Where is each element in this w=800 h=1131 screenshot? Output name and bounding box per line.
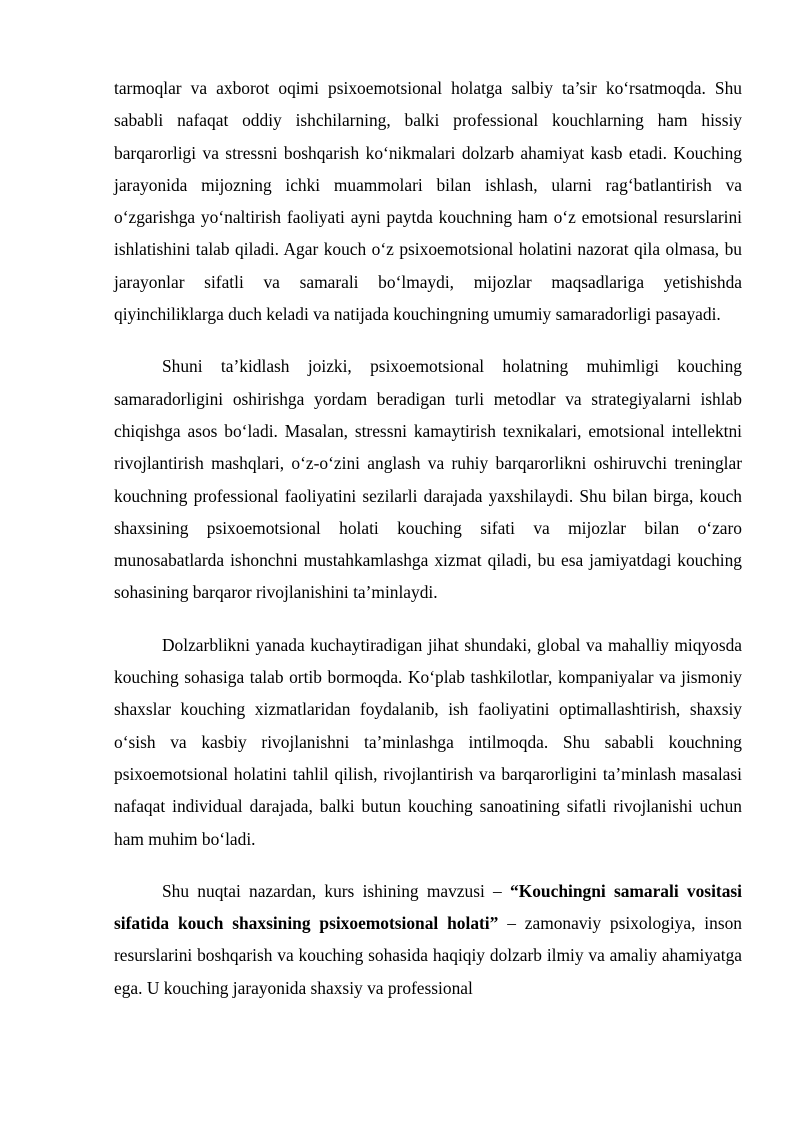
- paragraph-2: Shuni ta’kidlash joizki, psixoemotsional holatning muhimligi kouching samaradorligini oshirishga yordam beradigan turli metodlar va strategiyalarni ishlab chiqishga asos bo‘ladi. Masalan, stressni kamaytirish texnikalari, emotsional intellektni rivojlantirish mashqlari, o‘z-o‘zini anglash va ruhiy barqarorlikni oshiruvchi treninglar kouchning professional faoliyatini sezilarli darajada yaxshilaydi. Shu bilan birga, kouch shaxsining psixoemotsional holati kouching sifati va mijozlar bilan o‘zaro munosabatlarda ishonchni mustahkamlashga xizmat qiladi, bu esa jamiyatdagi kouching sohasining barqaror rivojlanishini ta’minlaydi.: [114, 356, 742, 603]
- paragraph-4-intro: Shu nuqtai nazardan, kurs ishining mavzusi –: [162, 880, 511, 901]
- paragraph-4-continuation: – zamonaviy psixologiya, inson resurslarini boshqarish va kouching sohasida haqiqiy dolzarb ilmiy va amaliy ahamiyatga ega. U kouching jarayonida shaxsiy va professional: [114, 913, 742, 998]
- paragraph-3: Dolzarblikni yanada kuchaytiradigan jihat shundaki, global va mahalliy miqyosda kouching sohasiga talab ortib bormoqda. Ko‘plab tashkilotlar, kompaniyalar va jismoniy shaxslar kouching xizmatlaridan foydalanib, ish faoliyatini optimallashtirish, shaxsiy o‘sish va kasbiy rivojlanishni ta’minlashga intilmoqda. Shu sababli kouchning psixoemotsional holatini tahlil qilish, rivojlantirish va barqarorligini ta’minlash masalasi nafaqat individual darajada, balki butun kouching sanoatining sifatli rivojlanishi uchun ham muhim bo‘ladi.: [114, 634, 742, 849]
- paragraph-4: [114, 875, 742, 1004]
- paragraph-1: tarmoqlar va axborot oqimi psixoemotsional holatga salbiy ta’sir ko‘rsatmoqda. Shu sababli nafaqat oddiy ishchilarning, balki professional kouchlarning ham hissiy barqarorligi va stressni boshqarish ko‘nikmalari dolzarb ahamiyat kasb etadi. Kouching jarayonida mijozning ichki muammolari bilan ishlash, ularni rag‘batlantirish va o‘zgarishga yo‘naltirish faoliyati ayni paytda kouchning ham o‘z emotsional resurslarini ishlatishini talab qiladi. Agar kouch o‘z psixoemotsional holatini nazorat qila olmasa, bu jarayonlar sifatli va samarali bo‘lmaydi, mijozlar maqsadlariga yetishishda qiyinchiliklarga duch keladi va natijada kouchingning umumiy samaradorligi pasayadi.: [114, 78, 742, 325]
- course-topic-title: “Kouchingni samarali vositasi sifatida kouch shaxsining psixoemotsional holati”: [114, 880, 742, 934]
